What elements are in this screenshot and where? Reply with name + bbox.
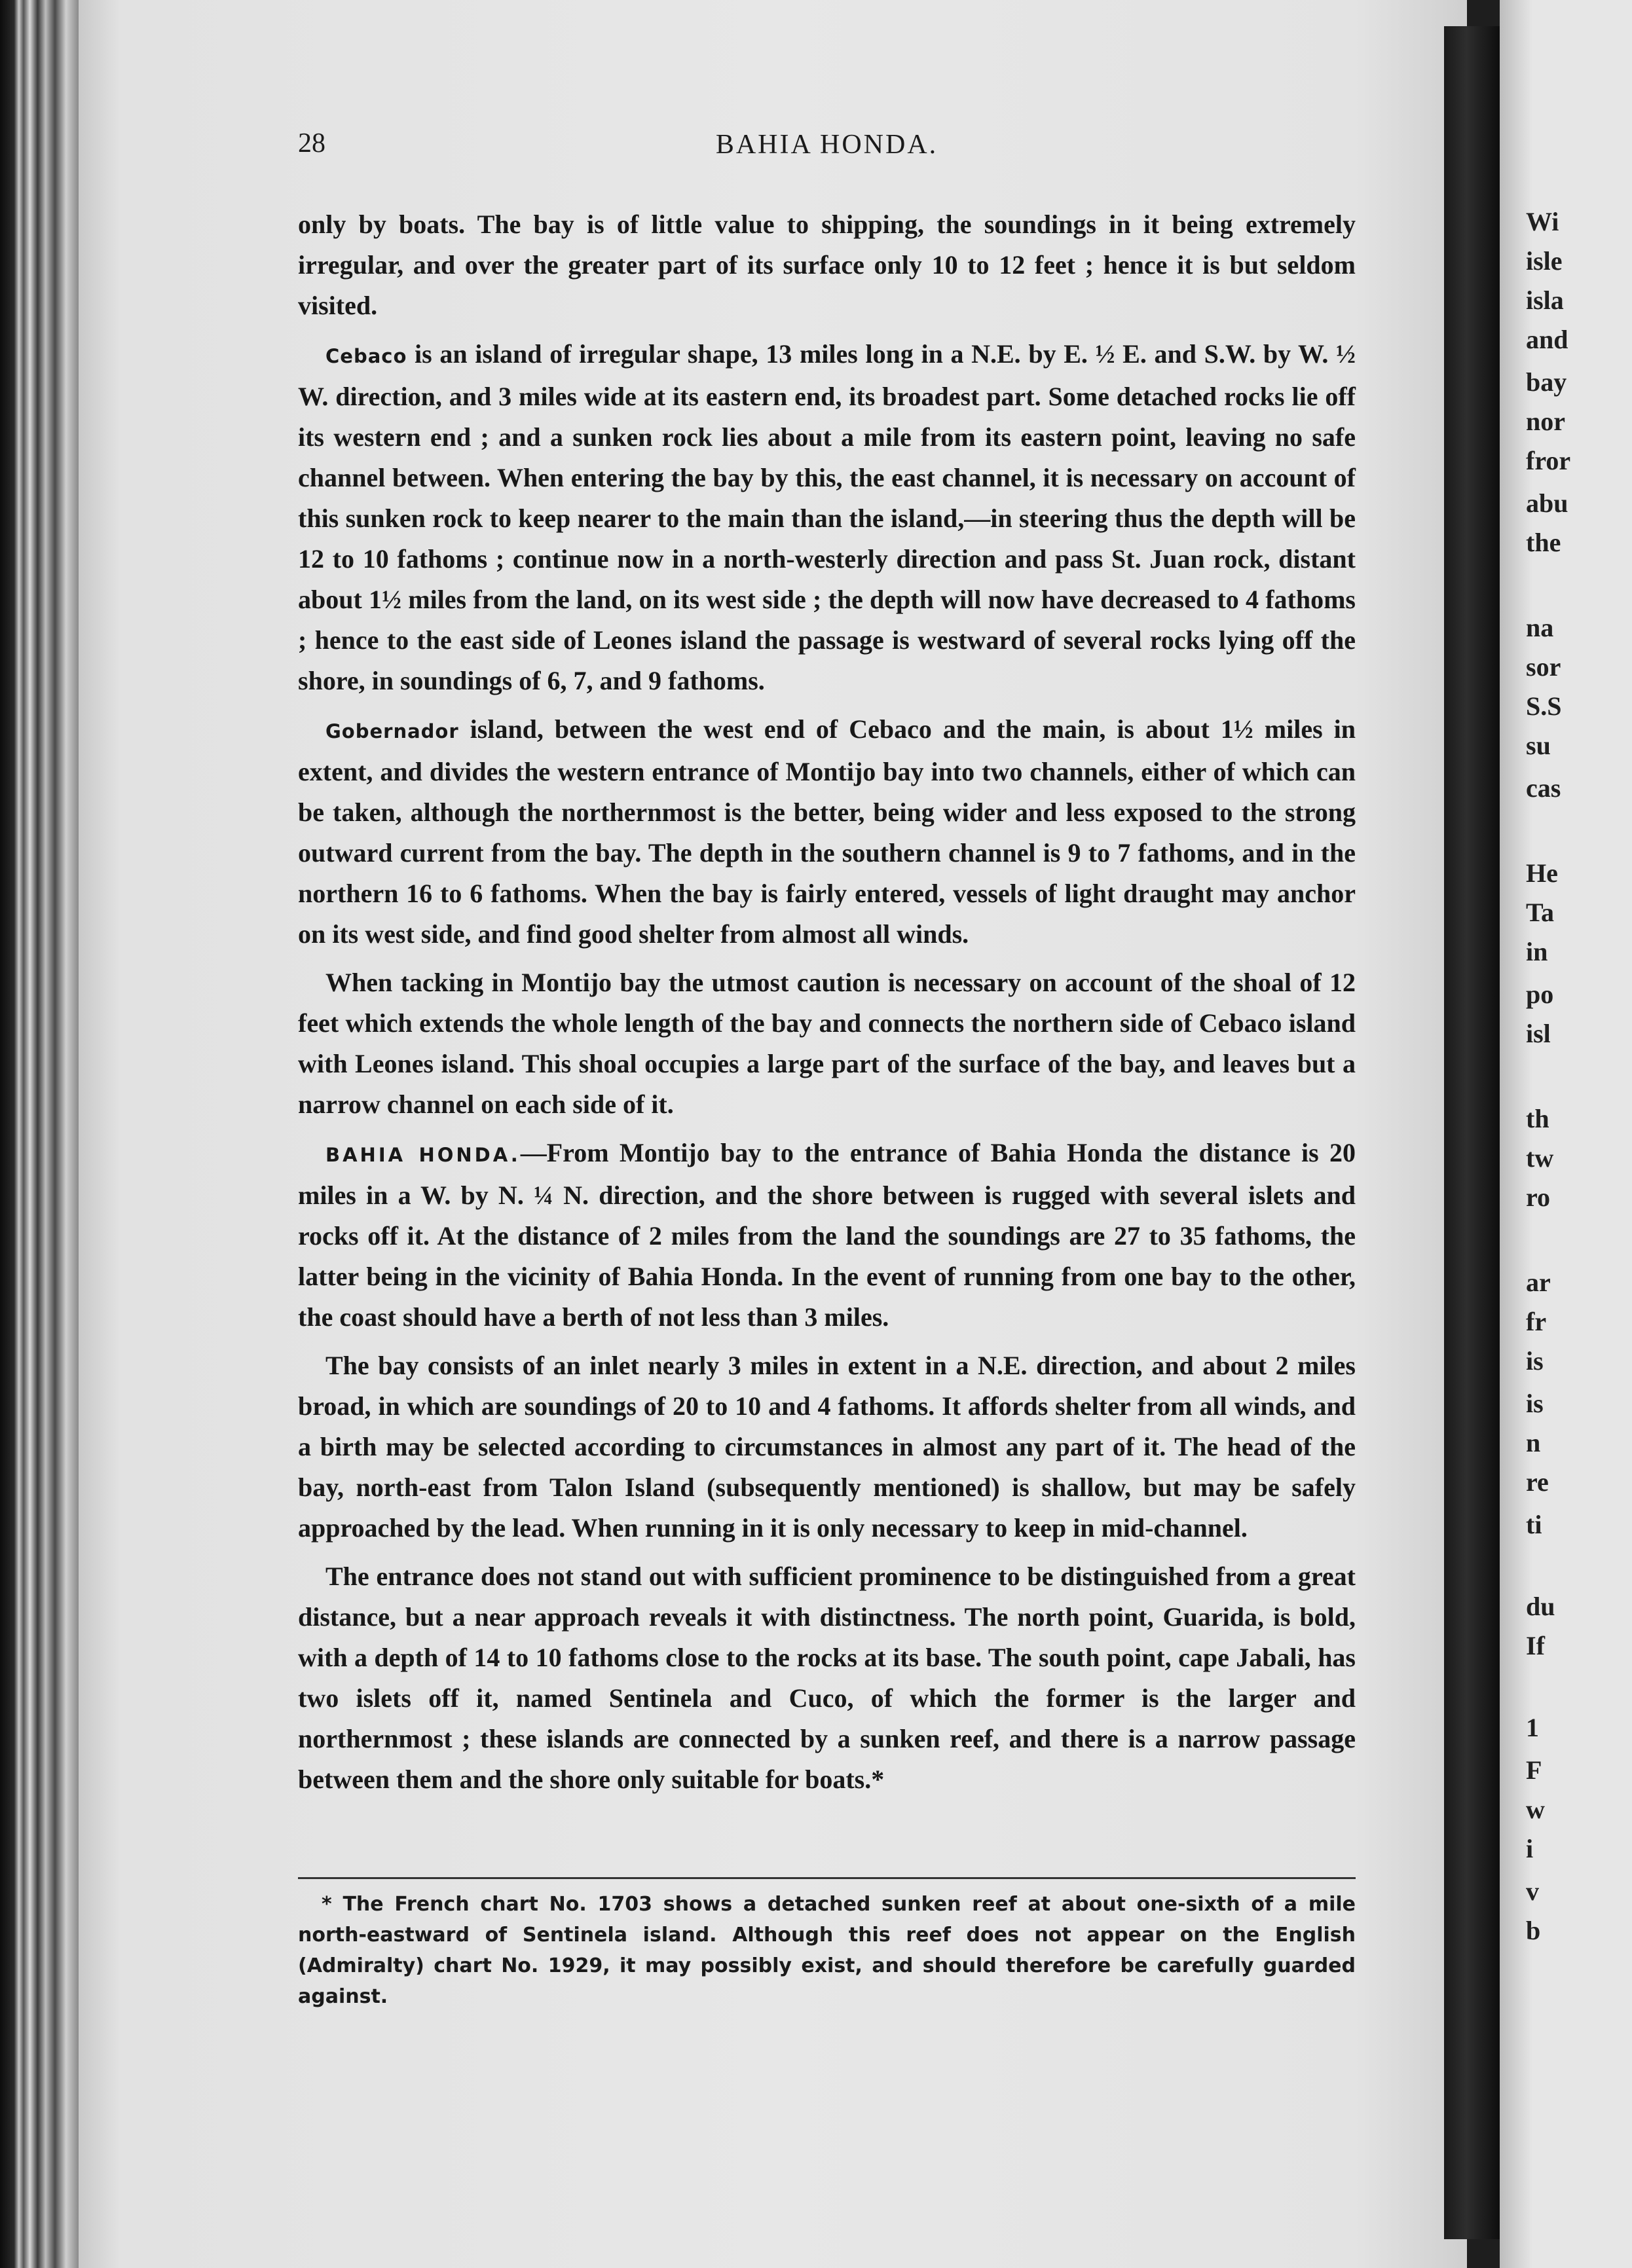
paragraph-lead: Gobernador bbox=[325, 720, 459, 742]
facing-page-fragment: po bbox=[1526, 979, 1554, 1009]
facing-page-fragment: w bbox=[1526, 1795, 1545, 1824]
facing-page-fragment: fr bbox=[1526, 1307, 1547, 1336]
facing-page-edge bbox=[1500, 0, 1632, 2268]
paragraph-lead: Cebaco bbox=[325, 345, 407, 367]
facing-page-fragment: If bbox=[1526, 1631, 1545, 1660]
paragraph-text: When tacking in Montijo bay the utmost caution is necessary on account of the shoal of 12 feet which extends the whole length of the bay and connects the northern side of Cebaco island with Leones island. This shoal occupies a large part of the surface of the bay, and leaves but a narrow channel on each side of it. bbox=[298, 968, 1356, 1119]
paragraph-text: The bay consists of an inlet nearly 3 miles in extent in a N.E. direction, and about 2 miles broad, in which are soundings of 20 to 10 and 4 fathoms. It affords shelter from all winds, and a birth may be selected according to circumstances in almost any part of it. The head of the bay, north-east from Talon Island (subsequently mentioned) is shallow, but may be safely approached by the lead. When running in it is only necessary to keep in mid-channel. bbox=[298, 1351, 1356, 1543]
paragraph bbox=[298, 1345, 1356, 1548]
facing-page-fragment: ar bbox=[1526, 1268, 1551, 1297]
facing-page-fragment: fror bbox=[1526, 446, 1571, 475]
facing-page-fragment: n bbox=[1526, 1428, 1541, 1457]
book-binding-left bbox=[0, 0, 79, 2268]
page-header bbox=[298, 128, 1356, 167]
facing-page-fragment: F bbox=[1526, 1755, 1542, 1785]
facing-page-fragment: sor bbox=[1526, 652, 1561, 682]
facing-page-fragment: 1 bbox=[1526, 1713, 1539, 1742]
facing-page-fragment: Ta bbox=[1526, 898, 1555, 927]
footnote-divider bbox=[298, 1877, 1356, 1879]
facing-page-fragment: nor bbox=[1526, 407, 1565, 436]
facing-page-fragment: isle bbox=[1526, 246, 1563, 276]
paragraph bbox=[298, 962, 1356, 1125]
paragraph-text: —From Montijo bay to the entrance of Bahia Honda the distance is 20 miles in a W. by N. ¼ N. direction, and the shore between is rugged with several islets and rocks off it. At the distance of 2 miles from the land the soundings are 27 to 35 fathoms, the latter being in the vicinity of Bahia Honda. In the event of running from one bay to the other, the coast should have a berth of not less than 3 miles. bbox=[298, 1138, 1356, 1332]
facing-page-fragment: ro bbox=[1526, 1182, 1551, 1212]
facing-page-fragment: ti bbox=[1526, 1510, 1542, 1539]
facing-page-fragment: na bbox=[1526, 613, 1554, 642]
paragraph-text: is an island of irregular shape, 13 miles long in a N.E. by E. ½ E. and S.W. by W. ½ W. direction, and 3 miles wide at its eastern end, its broadest part. Some detached rocks lie off its western end ; and a sunken rock lies about a mile from its eastern point, leaving no safe channel between. When entering the bay by this, the east channel, it is necessary on account of this sunken rock to keep nearer to the main than the island,—in steering thus the depth will be 12 to 10 fathoms ; continue now in a north-westerly direction and pass St. Juan rock, distant about 1½ miles from the land, on its west side ; the depth will now have decreased to 4 fathoms ; hence to the east side of Leones island the passage is westward of several rocks lying off the shore, in soundings of 6, 7, and 9 fathoms. bbox=[298, 339, 1356, 695]
page-number: 28 bbox=[298, 128, 325, 158]
facing-page-fragment: re bbox=[1526, 1467, 1549, 1497]
facing-page-fragment: su bbox=[1526, 731, 1551, 760]
paragraph bbox=[298, 1133, 1356, 1338]
facing-page-fragment: v bbox=[1526, 1876, 1539, 1906]
facing-page-fragment: th bbox=[1526, 1104, 1549, 1133]
facing-page-fragment: is bbox=[1526, 1389, 1544, 1418]
paragraph-text: The entrance does not stand out with sufficient prominence to be distinguished from a great distance, but a near approach reveals it with distinctness. The north point, Guarida, is bold, with a depth of 14 to 10 fathoms close to the rocks at its base. The south point, cape Jabali, has two islets off it, named Sentinela and Cuco, of which the former is the larger and northernmost ; these islands are connected by a sunken reef, and there is a narrow passage between them and the shore only suitable for boats.* bbox=[298, 1562, 1356, 1794]
section-heading: BAHIA HONDA. bbox=[325, 1144, 521, 1166]
facing-page-fragment: cas bbox=[1526, 773, 1561, 803]
facing-page-fragment: i bbox=[1526, 1834, 1534, 1863]
facing-page-fragment: isla bbox=[1526, 285, 1564, 315]
paragraph bbox=[298, 334, 1356, 701]
facing-page-fragment: b bbox=[1526, 1916, 1541, 1945]
facing-page-fragment: du bbox=[1526, 1592, 1555, 1621]
facing-page-fragment: bay bbox=[1526, 367, 1567, 397]
book-gutter bbox=[1444, 26, 1500, 2239]
facing-page-fragment: isl bbox=[1526, 1019, 1551, 1048]
paragraph bbox=[298, 709, 1356, 955]
paragraph-text: island, between the west end of Cebaco and the main, is about 1½ miles in extent, and divides the western entrance of Montijo bay into two channels, either of which can be taken, although the northernmost is the better, being wider and less exposed to the strong outward current from the bay. The depth in the southern channel is 9 to 7 fathoms, and in the northern 16 to 6 fathoms. When the bay is fairly entered, vessels of light draught may anchor on its west side, and find good shelter from almost all winds. bbox=[298, 714, 1356, 949]
facing-page-fragment: in bbox=[1526, 937, 1548, 966]
facing-page-fragment: S.S bbox=[1526, 691, 1562, 721]
paragraph bbox=[298, 1556, 1356, 1800]
paragraph-text: only by boats. The bay is of little value to shipping, the soundings in it being extremely irregular, and over the greater part of its surface only 10 to 12 feet ; hence it is but seldom visited. bbox=[298, 210, 1356, 320]
facing-page-fragment: Wi bbox=[1526, 207, 1559, 236]
facing-page-fragment: is bbox=[1526, 1346, 1544, 1376]
facing-page-fragment: tw bbox=[1526, 1143, 1554, 1173]
facing-page-fragment: He bbox=[1526, 858, 1558, 888]
running-head: BAHIA HONDA. bbox=[715, 130, 938, 160]
facing-page-fragment: the bbox=[1526, 528, 1561, 557]
facing-page-fragment: and bbox=[1526, 325, 1568, 354]
facing-page-fragment: abu bbox=[1526, 488, 1568, 518]
paragraph bbox=[298, 204, 1356, 326]
main-text bbox=[298, 204, 1356, 1808]
footnote: * The French chart No. 1703 shows a detached sunken reef at about one-sixth of a mile north-eastward of Sentinela island. Although this reef does not appear on the English (Admiralty) chart No. 1929, it may possibly exist, and should therefore be carefully guarded against. bbox=[298, 1893, 1356, 2008]
